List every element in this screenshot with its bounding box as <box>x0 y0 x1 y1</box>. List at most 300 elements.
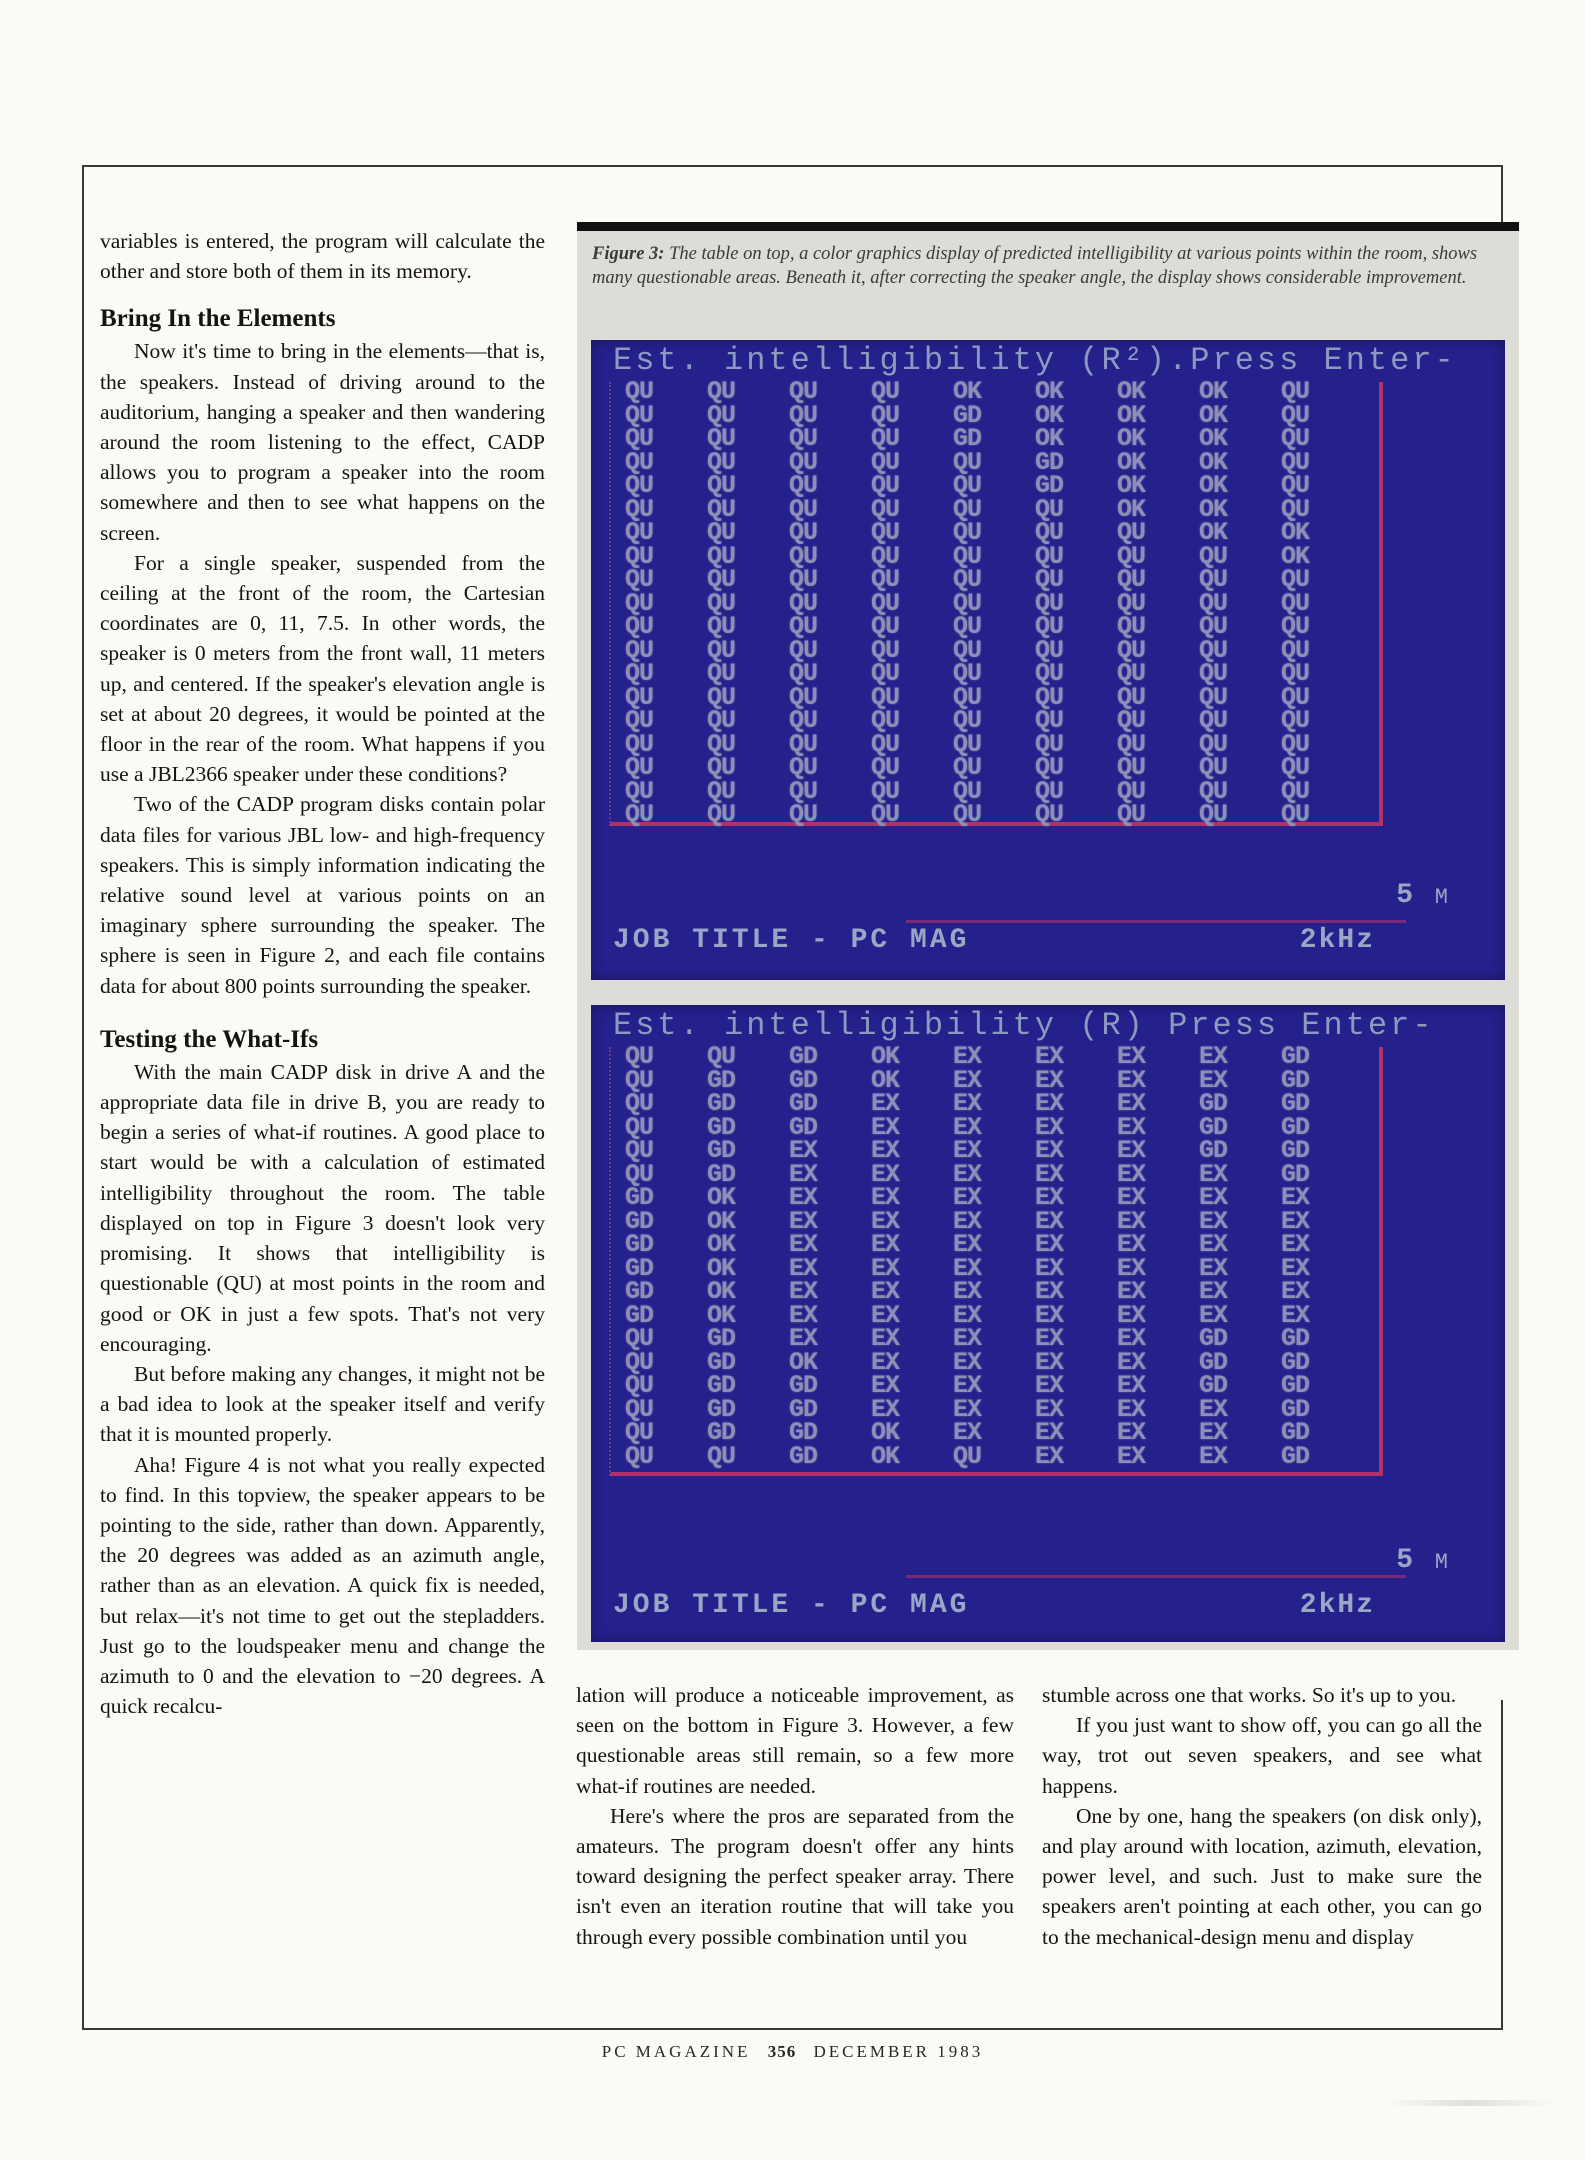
grid-cell: GD <box>789 1089 818 1118</box>
grid-cell: OK <box>1199 518 1228 547</box>
grid-cell: EX <box>1035 1230 1064 1259</box>
grid-cell: EX <box>1199 1277 1228 1306</box>
grid-cell: QU <box>707 753 736 782</box>
grid-cell: EX <box>953 1089 982 1118</box>
grid-cell: OK <box>1035 424 1064 453</box>
grid-cell: GD <box>789 1112 818 1142</box>
grid-cell: QU <box>871 471 900 500</box>
grid-cell: QU <box>871 612 900 641</box>
page-number: 356 <box>767 2042 797 2061</box>
scale-value: 5 <box>1396 1545 1415 1576</box>
paragraph: With the main CADP disk in drive A and the appropriate data file in drive B, you are ready to begin a series of what-if routines. A good place to start would be with a calculation of estimated intelligibility throughout the room. The table displayed on top in Figure 3 doesn't look very promising. It shows that intelligibility is questionable (QU) at most points in the room and good or OK in just a few spots. That's not very encouraging. <box>100 1059 545 1356</box>
grid-cell: EX <box>789 1206 818 1236</box>
grid-cell: QU <box>625 1324 654 1353</box>
grid-cell: QU <box>1281 682 1310 712</box>
grid-cell: GD <box>1199 1347 1228 1377</box>
grid-cell: EX <box>789 1183 818 1212</box>
grid-cell: QU <box>625 1089 654 1118</box>
grid-cell: OK <box>1035 377 1064 406</box>
grid-cell: GD <box>1281 1159 1310 1189</box>
grid-cell: QU <box>707 659 736 688</box>
grid-cell: QU <box>953 659 982 688</box>
grid-cell: QU <box>707 682 736 712</box>
paragraph: One by one, hang the speakers (on disk only), and play around with location, azimuth, elevation, power level, and such. Just to make sure the speakers aren't pointing at each other, you can go to the mechanical-design menu and display <box>1042 1803 1482 1949</box>
grid-cell: QU <box>1199 659 1228 688</box>
grid-baseline <box>906 920 1406 923</box>
grid-cell: QU <box>625 1136 654 1165</box>
grid-cell: QU <box>789 612 818 641</box>
grid-cell: GD <box>1281 1112 1310 1142</box>
grid-cell: QU <box>625 424 654 453</box>
grid-cell: GD <box>1281 1418 1310 1447</box>
grid-cell: OK <box>1199 494 1228 524</box>
grid-cell: QU <box>707 800 736 829</box>
grid-cell: QU <box>1281 494 1310 524</box>
grid-cell: QU <box>1199 729 1228 759</box>
grid-cell: EX <box>1117 1300 1146 1330</box>
grid-cell: EX <box>953 1042 982 1071</box>
grid-cell: QU <box>789 471 818 500</box>
grid-cell: QU <box>1117 541 1146 571</box>
grid-cell: GD <box>707 1347 736 1377</box>
grid-cell: QU <box>1199 682 1228 712</box>
scale-unit: M <box>1434 885 1450 910</box>
grid-cell: QU <box>789 377 818 406</box>
grid-cell: OK <box>1199 400 1228 430</box>
grid-cell: QU <box>789 659 818 688</box>
grid-cell: GD <box>1281 1347 1310 1377</box>
grid-cell: EX <box>871 1183 900 1212</box>
grid-cell: EX <box>871 1324 900 1353</box>
grid-cell: QU <box>625 588 654 618</box>
frequency-label: 2kHz <box>1299 1590 1375 1621</box>
article-column-left <box>100 226 545 1721</box>
grid-cell: EX <box>789 1277 818 1306</box>
grid-cell: GD <box>707 1136 736 1165</box>
grid-cell: EX <box>789 1230 818 1259</box>
grid-cell: QU <box>953 729 982 759</box>
grid-cell: GD <box>1281 1371 1310 1400</box>
grid-cell: EX <box>953 1136 982 1165</box>
grid-cell: GD <box>789 1371 818 1400</box>
grid-cell: QU <box>1281 729 1310 759</box>
grid-cell: QU <box>707 471 736 500</box>
grid-cell: QU <box>871 424 900 453</box>
grid-cell: OK <box>1199 471 1228 500</box>
grid-cell: GD <box>789 1065 818 1095</box>
grid-cell: EX <box>1281 1206 1310 1236</box>
grid-cell: QU <box>953 706 982 735</box>
job-title: JOB TITLE - PC MAG <box>613 925 970 956</box>
grid-cell: OK <box>1035 400 1064 430</box>
grid-cell: QU <box>789 541 818 571</box>
grid-cell: GD <box>1199 1112 1228 1142</box>
grid-cell: EX <box>1199 1159 1228 1189</box>
grid-cell: QU <box>707 588 736 618</box>
grid-cell: QU <box>707 635 736 665</box>
grid-cell: EX <box>789 1324 818 1353</box>
grid-cell: QU <box>789 588 818 618</box>
grid-cell: QU <box>1035 776 1064 806</box>
grid-cell: QU <box>707 424 736 453</box>
grid-cell: QU <box>871 377 900 406</box>
grid-cell: QU <box>707 729 736 759</box>
grid-cell: QU <box>625 682 654 712</box>
grid-cell: EX <box>1199 1206 1228 1236</box>
grid-cell: QU <box>871 776 900 806</box>
screen-title: Est. intelligibility (R²).Press Enter- <box>613 342 1457 379</box>
grid-cell: QU <box>625 494 654 524</box>
grid-cell: QU <box>707 1042 736 1071</box>
grid-cell: QU <box>1199 541 1228 571</box>
grid-cell: QU <box>625 635 654 665</box>
grid-cell: EX <box>953 1394 982 1424</box>
grid-cell: EX <box>1035 1206 1064 1236</box>
grid-cell: EX <box>953 1112 982 1142</box>
grid-cell: GD <box>789 1441 818 1471</box>
grid-cell: EX <box>1281 1277 1310 1306</box>
grid-cell: EX <box>1281 1183 1310 1212</box>
grid-cell: QU <box>1035 659 1064 688</box>
paragraph: stumble across one that works. So it's up to you. <box>1042 1683 1457 1707</box>
grid-cell: QU <box>625 377 654 406</box>
grid-cell: QU <box>871 635 900 665</box>
grid-cell: EX <box>1035 1324 1064 1353</box>
grid-cell: EX <box>1117 1136 1146 1165</box>
grid-cell: EX <box>1117 1324 1146 1353</box>
grid-cell: EX <box>1035 1441 1064 1471</box>
grid-cell: EX <box>953 1324 982 1353</box>
grid-cell: QU <box>1281 424 1310 453</box>
paragraph: But before making any changes, it might not be a bad idea to look at the speaker itself and verify that it is mounted properly. <box>100 1361 545 1447</box>
grid-cell: QU <box>953 776 982 806</box>
grid-cell: QU <box>1281 706 1310 735</box>
grid-cell: EX <box>1199 1230 1228 1259</box>
grid-cell: QU <box>625 1159 654 1189</box>
grid-cell: EX <box>1117 1347 1146 1377</box>
grid-cell: QU <box>1281 565 1310 594</box>
grid-cell: QU <box>707 1441 736 1471</box>
grid-cell: EX <box>871 1159 900 1189</box>
grid-cell: EX <box>1281 1300 1310 1330</box>
grid-cell: OK <box>1281 518 1310 547</box>
grid-cell: QU <box>1035 541 1064 571</box>
grid-cell: OK <box>789 1347 818 1377</box>
grid-cell: EX <box>871 1112 900 1142</box>
intelligibility-grid <box>619 1042 1357 1471</box>
grid-cell: OK <box>871 1441 900 1471</box>
grid-cell: EX <box>1117 1253 1146 1283</box>
section-heading: Testing the What-Ifs <box>100 1025 319 1053</box>
grid-cell: EX <box>871 1253 900 1283</box>
grid-cell: QU <box>789 518 818 547</box>
grid-cell: EX <box>871 1371 900 1400</box>
grid-cell: QU <box>1281 447 1310 477</box>
grid-cell: EX <box>1117 1206 1146 1236</box>
grid-cell: EX <box>1117 1112 1146 1142</box>
grid-cell: QU <box>871 659 900 688</box>
grid-cell: QU <box>1199 588 1228 618</box>
grid-cell: EX <box>1281 1253 1310 1283</box>
grid-cell: QU <box>1035 682 1064 712</box>
grid-cell: QU <box>953 565 982 594</box>
grid-cell: OK <box>1199 447 1228 477</box>
grid-cell: QU <box>1035 706 1064 735</box>
grid-cell: QU <box>1199 706 1228 735</box>
grid-cell: GD <box>707 1324 736 1353</box>
grid-cell: QU <box>1199 753 1228 782</box>
grid-cell: QU <box>625 659 654 688</box>
grid-cell: EX <box>1035 1253 1064 1283</box>
grid-cell: QU <box>1117 776 1146 806</box>
grid-cell: QU <box>871 494 900 524</box>
grid-cell: QU <box>789 800 818 829</box>
grid-cell: QU <box>1117 800 1146 829</box>
grid-cell: EX <box>1117 1183 1146 1212</box>
grid-cell: EX <box>1199 1441 1228 1471</box>
grid-cell: QU <box>789 565 818 594</box>
grid-cell: EX <box>953 1277 982 1306</box>
caption-text: The table on top, a color graphics display of predicted intelligibility at various points within the room, shows many questionable areas. Beneath it, after correcting the speaker angle, the display shows considerable improvement. <box>592 244 1478 288</box>
grid-cell: QU <box>1035 588 1064 618</box>
grid-cell: EX <box>1199 1065 1228 1095</box>
grid-cell: GD <box>625 1230 654 1259</box>
grid-cell: OK <box>1117 400 1146 430</box>
grid-cell: OK <box>707 1300 736 1330</box>
grid-cell: EX <box>953 1230 982 1259</box>
grid-cell: OK <box>1117 494 1146 524</box>
grid-cell: EX <box>953 1418 982 1447</box>
grid-cell: QU <box>625 518 654 547</box>
grid-cell: QU <box>625 753 654 782</box>
grid-cell: EX <box>1117 1159 1146 1189</box>
grid-cell: QU <box>871 800 900 829</box>
grid-cell: EX <box>789 1136 818 1165</box>
grid-cell: QU <box>789 682 818 712</box>
section-heading: Bring In the Elements <box>100 305 336 333</box>
grid-cell: QU <box>1281 400 1310 430</box>
grid-cell: QU <box>625 706 654 735</box>
grid-cell: QU <box>789 729 818 759</box>
grid-cell: QU <box>871 565 900 594</box>
paragraph: If you just want to show off, you can go all the way, trot out seven speakers, and see what happens. <box>1042 1713 1482 1798</box>
grid-cell: GD <box>1281 1065 1310 1095</box>
grid-cell: GD <box>625 1277 654 1306</box>
grid-cell: QU <box>953 800 982 829</box>
grid-cell: QU <box>1199 776 1228 806</box>
grid-cell: QU <box>625 800 654 829</box>
grid-cell: OK <box>871 1065 900 1095</box>
grid-cell: EX <box>953 1159 982 1189</box>
grid-cell: EX <box>789 1253 818 1283</box>
grid-cell: QU <box>707 518 736 547</box>
grid-cell: QU <box>1199 565 1228 594</box>
grid-cell: QU <box>1035 753 1064 782</box>
grid-cell: EX <box>1035 1183 1064 1212</box>
grid-cell: QU <box>1035 612 1064 641</box>
grid-cell: QU <box>625 400 654 430</box>
grid-cell: GD <box>707 1089 736 1118</box>
grid-cell: EX <box>1035 1347 1064 1377</box>
grid-cell: QU <box>953 471 982 500</box>
grid-cell: GD <box>1281 1394 1310 1424</box>
grid-cell: QU <box>953 541 982 571</box>
intelligibility-grid <box>619 377 1357 829</box>
grid-cell: QU <box>1281 377 1310 406</box>
grid-cell: EX <box>1035 1371 1064 1400</box>
grid-cell: QU <box>871 518 900 547</box>
grid-cell: QU <box>871 447 900 477</box>
grid-cell: QU <box>1281 753 1310 782</box>
grid-cell: QU <box>1281 612 1310 641</box>
grid-cell: GD <box>707 1371 736 1400</box>
grid-cell: QU <box>1281 588 1310 618</box>
grid-cell: OK <box>707 1253 736 1283</box>
grid-cell: EX <box>1117 1089 1146 1118</box>
grid-cell: EX <box>871 1347 900 1377</box>
grid-cell: QU <box>625 541 654 571</box>
grid-cell: GD <box>1281 1136 1310 1165</box>
grid-cell: QU <box>871 729 900 759</box>
grid-cell: EX <box>953 1347 982 1377</box>
grid-cell: GD <box>789 1418 818 1447</box>
grid-cell: EX <box>1281 1230 1310 1259</box>
grid-cell: GD <box>1281 1441 1310 1471</box>
grid-cell: EX <box>1035 1277 1064 1306</box>
grid-cell: EX <box>789 1300 818 1330</box>
grid-cell: OK <box>707 1277 736 1306</box>
grid-cell: OK <box>707 1206 736 1236</box>
grid-cell: QU <box>625 1371 654 1400</box>
grid-cell: EX <box>1035 1418 1064 1447</box>
grid-cell: QU <box>707 400 736 430</box>
grid-cell: QU <box>1117 706 1146 735</box>
grid-cell: EX <box>1199 1042 1228 1071</box>
grid-cell: GD <box>789 1394 818 1424</box>
paragraph: Here's where the pros are separated from the amateurs. The program doesn't offer any hints toward designing the perfect speaker array. There isn't even an iteration routine that will take you through every possible combination until you <box>576 1803 1014 1949</box>
grid-cell: QU <box>1117 588 1146 618</box>
grid-cell: OK <box>871 1418 900 1447</box>
grid-cell: GD <box>625 1300 654 1330</box>
grid-cell: EX <box>1035 1089 1064 1118</box>
figure-caption <box>592 242 1497 290</box>
paragraph: variables is entered, the program will calculate the other and store both of them in its memory. <box>100 229 545 284</box>
paragraph: lation will produce a noticeable improvement, as seen on the bottom in Figure 3. However, a few questionable areas still remain, so a few more what-if routines are needed. <box>576 1683 1014 1798</box>
grid-cell: OK <box>1199 377 1228 406</box>
grid-cell: GD <box>789 1042 818 1071</box>
grid-cell: QU <box>1281 800 1310 829</box>
grid-cell: QU <box>625 1065 654 1095</box>
job-title: JOB TITLE - PC MAG <box>613 1590 970 1621</box>
grid-cell: GD <box>1281 1089 1310 1118</box>
grid-cell: EX <box>871 1277 900 1306</box>
grid-cell: EX <box>1199 1394 1228 1424</box>
scale-unit: M <box>1434 1550 1450 1575</box>
grid-cell: QU <box>1035 729 1064 759</box>
grid-cell: QU <box>871 588 900 618</box>
grid-cell: QU <box>625 612 654 641</box>
paragraph: Two of the CADP program disks contain polar data files for various JBL low- and high-frequency speakers. This is simply information indicating the relative sound level at various points on an imaginary sphere surrounding the speaker. The sphere is seen in Figure 2, and each file contains data for about 800 points surrounding the speaker. <box>100 792 545 998</box>
grid-cell: EX <box>953 1253 982 1283</box>
grid-cell: EX <box>1199 1418 1228 1447</box>
grid-cell: EX <box>1035 1300 1064 1330</box>
grid-cell: EX <box>871 1089 900 1118</box>
grid-cell: QU <box>789 706 818 735</box>
grid-cell: QU <box>1035 494 1064 524</box>
grid-cell: QU <box>1117 659 1146 688</box>
scale-value: 5 <box>1396 880 1415 911</box>
grid-cell: QU <box>953 612 982 641</box>
grid-cell: QU <box>625 776 654 806</box>
grid-cell: QU <box>625 565 654 594</box>
paragraph: Now it's time to bring in the elements—that is, the speakers. Instead of driving around to the auditorium, hanging a speaker and then wandering around the room listening to the effect, CADP allows you to program a speaker into the room somewhere and then to see what happens on the screen. <box>100 339 545 545</box>
grid-cell: QU <box>871 682 900 712</box>
page-footer <box>0 2042 1585 2062</box>
grid-cell: QU <box>625 1418 654 1447</box>
grid-cell: OK <box>707 1183 736 1212</box>
paragraph: Aha! Figure 4 is not what you really expected to find. In this topview, the speaker appears to be pointing to the side, rather than down. Apparently, the 20 degrees was added as an azimuth angle, rather than as an elevation. A quick fix is needed, but relax—it's not time to get out the stepladders. Just go to the loudspeaker menu and change the azimuth to 0 and the elevation to −20 degrees. A quick recalcu- <box>100 1452 545 1719</box>
grid-cell: QU <box>707 776 736 806</box>
grid-cell: QU <box>1035 800 1064 829</box>
grid-cell: EX <box>871 1300 900 1330</box>
grid-cell: QU <box>871 706 900 735</box>
grid-cell: QU <box>953 682 982 712</box>
grid-cell: GD <box>625 1183 654 1212</box>
grid-cell: QU <box>789 424 818 453</box>
grid-cell: QU <box>707 494 736 524</box>
grid-cell: GD <box>1199 1324 1228 1353</box>
grid-cell: QU <box>625 1112 654 1142</box>
grid-cell: QU <box>953 518 982 547</box>
grid-cell: GD <box>707 1112 736 1142</box>
grid-cell: QU <box>789 776 818 806</box>
grid-cell: QU <box>1117 729 1146 759</box>
grid-cell: EX <box>1199 1300 1228 1330</box>
grid-cell: EX <box>1117 1418 1146 1447</box>
grid-cell: QU <box>871 400 900 430</box>
grid-cell: EX <box>789 1159 818 1189</box>
scan-smudge <box>1385 2100 1555 2106</box>
grid-cell: QU <box>625 1394 654 1424</box>
grid-cell: EX <box>1117 1065 1146 1095</box>
grid-cell: QU <box>625 447 654 477</box>
grid-cell: GD <box>1035 471 1064 500</box>
grid-cell: OK <box>1281 541 1310 571</box>
grid-cell: QU <box>1035 518 1064 547</box>
grid-cell: QU <box>789 494 818 524</box>
grid-cell: QU <box>1117 753 1146 782</box>
grid-cell: QU <box>625 1441 654 1471</box>
grid-cell: EX <box>871 1136 900 1165</box>
grid-cell: OK <box>1117 447 1146 477</box>
grid-cell: GD <box>1199 1136 1228 1165</box>
figure-top-rule <box>577 222 1519 231</box>
grid-cell: GD <box>953 424 982 453</box>
grid-cell: QU <box>1117 565 1146 594</box>
grid-cell: QU <box>707 706 736 735</box>
grid-cell: QU <box>707 541 736 571</box>
grid-cell: QU <box>707 612 736 641</box>
grid-cell: EX <box>871 1230 900 1259</box>
grid-cell: GD <box>1199 1371 1228 1400</box>
grid-cell: EX <box>1035 1394 1064 1424</box>
grid-cell: QU <box>1281 659 1310 688</box>
grid-cell: GD <box>1199 1089 1228 1118</box>
grid-cell: EX <box>1035 1112 1064 1142</box>
grid-cell: QU <box>707 447 736 477</box>
grid-cell: QU <box>1117 635 1146 665</box>
caption-label: Figure 3: <box>592 244 665 264</box>
